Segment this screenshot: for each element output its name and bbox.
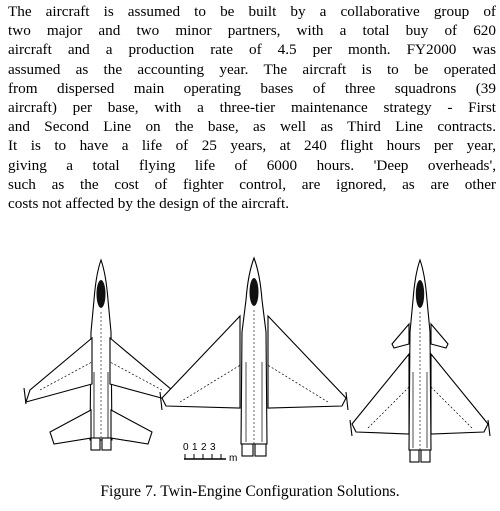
- scale-tick-label: 3: [210, 442, 216, 453]
- paragraph-line: two major and two minor partners, with a total buy of 620: [8, 22, 496, 40]
- body-paragraph: [8, 2, 496, 213]
- figure-caption: Figure 7. Twin-Engine Configuration Solutions.: [100, 483, 400, 500]
- scale-tick-label: 1: [192, 442, 198, 453]
- paragraph-line: costs not affected by the design of the aircraft.: [8, 195, 290, 213]
- paragraph-line: from dispersed main operating bases of three squadrons (39: [8, 79, 496, 97]
- aircraft-tailless-delta: [160, 258, 348, 456]
- paragraph-line: and Second Line on the base, as well as Third Line contracts.: [8, 118, 496, 136]
- paragraph-line: such as the cost of fighter control, are ignored, as are other: [8, 175, 496, 193]
- paragraph-line: The aircraft is assumed to be built by a collaborative group of: [8, 3, 496, 20]
- paragraph-line: giving a total flying life of 6000 hours. 'Deep overheads',: [8, 156, 496, 174]
- aircraft-tailed-configuration: [24, 260, 178, 450]
- configuration-figure: [0, 252, 500, 474]
- paragraph-line: aircraft) per base, with a three-tier maintenance strategy - First: [8, 99, 496, 117]
- scale-tick-label: 2: [201, 442, 207, 453]
- scale-unit-label: m: [229, 453, 238, 464]
- aircraft-canard-delta: [350, 260, 490, 462]
- paragraph-line: It is to have a life of 25 years, at 240 flight hours per year,: [8, 137, 496, 155]
- paragraph-line: assumed as the accounting year. The aircraft is to be operated: [8, 60, 496, 78]
- scale-bar: [183, 442, 237, 464]
- scale-tick-label: 0: [183, 442, 189, 453]
- paragraph-line: aircraft and a production rate of 4.5 per month. FY2000 was: [8, 41, 496, 59]
